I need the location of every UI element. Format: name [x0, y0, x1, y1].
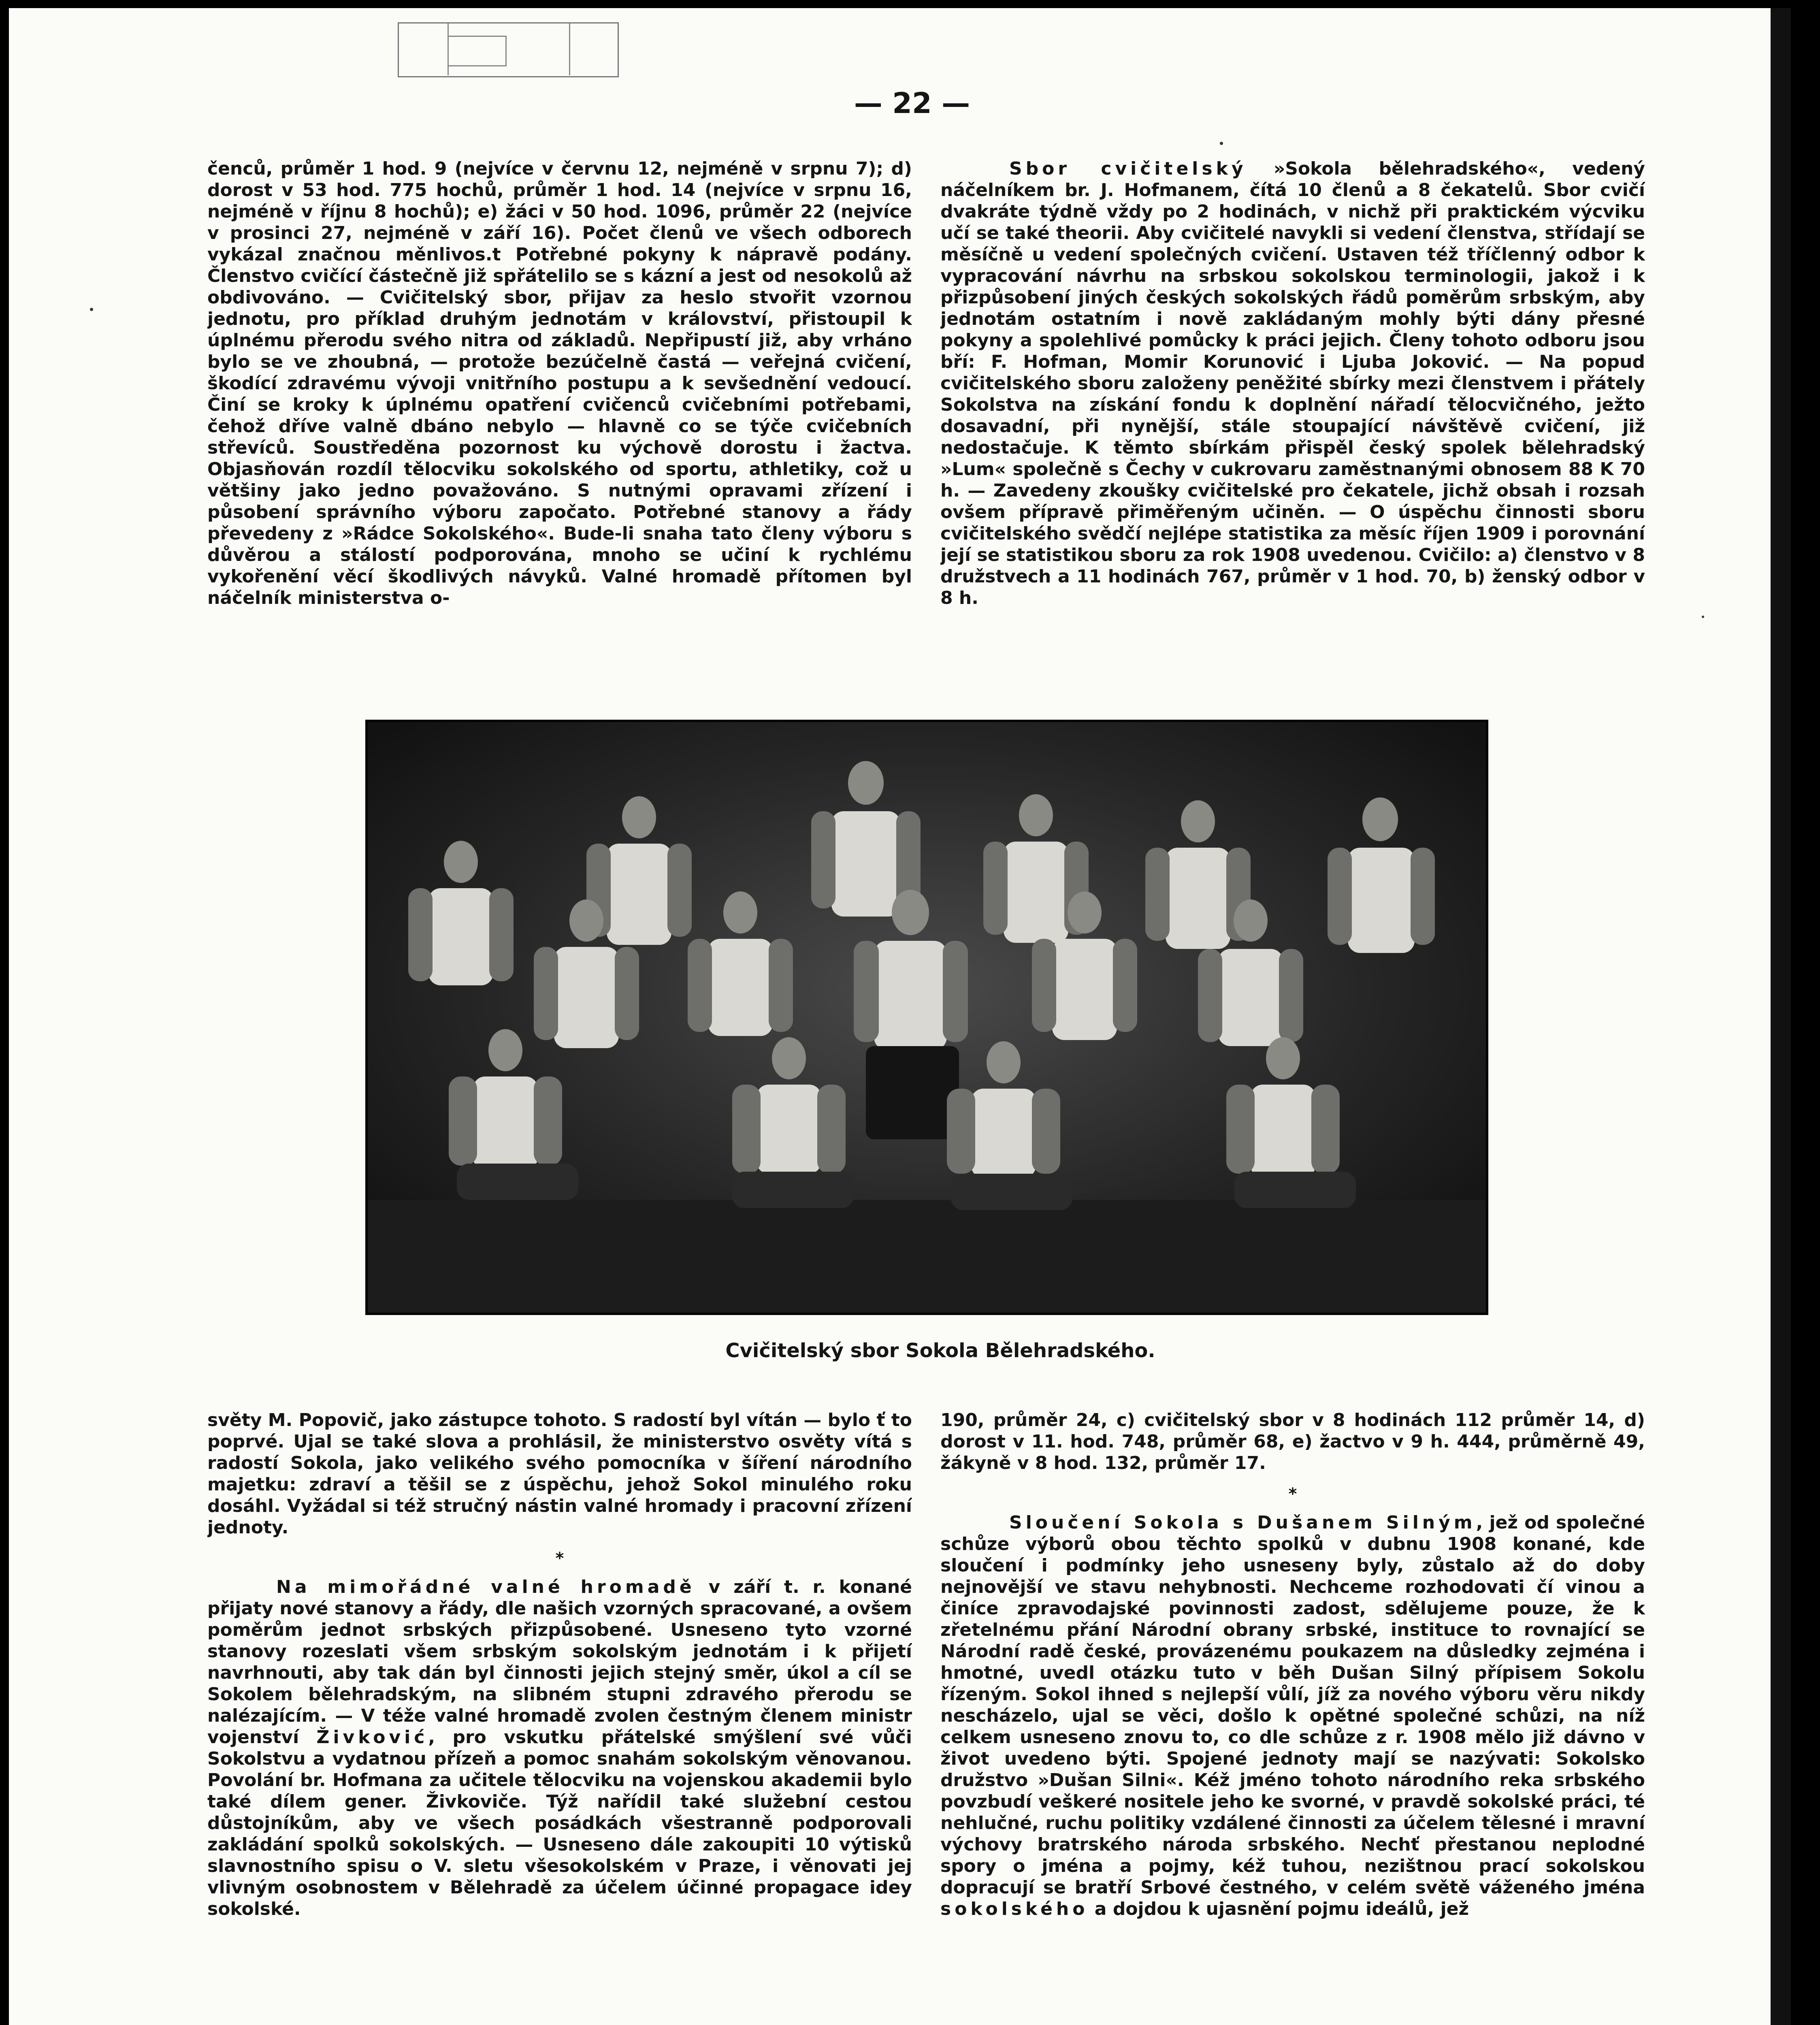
page-number: — 22 — — [854, 87, 970, 120]
photo-floor — [368, 1200, 1486, 1313]
stamp-cell — [399, 23, 449, 75]
emphasized-word: sokolského — [940, 1899, 1089, 1919]
scan-speck — [90, 308, 93, 311]
person-name: Živković — [316, 1727, 428, 1748]
section-lead: Na mimořádné valné hromadě — [276, 1577, 695, 1597]
paragraph: 190, průměr 24, c) cvičitelský sbor v 8 hodinách 112 průměr 14, d) dorost v 11. hod. 748, průměr 68, e) žactvo v 9 h. 444, průměrně 49, žákyně v 8 hod. 132, průměr 17. — [940, 1410, 1645, 1473]
scan-speck — [1220, 142, 1223, 145]
paragraph-text: , pro vskutku přátelské smýšlení své vůči Sokolstvu a vydatnou přízeň a pomoc snahám sokolským věnovanou. Povolání br. Hofmana za učitele tělocviku na vojenskou akademii bylo také dílem gener. Živkoviče. Týž nařídil také služební cestou důstojníkům, aby ve všech posádkách všestranně podporovali zakládání spolků sokolských. — Usneseno dále zakoupiti 10 výtisků slavnostního spisu o V. sletu všesokolském v Praze, i věnovati jej vlivným osobnostem v Bělehradě za účelem účinné propagace idey sokolské. — [207, 1727, 912, 1919]
section-lead: Sloučení Sokola s Dušanem Silným — [1009, 1512, 1476, 1533]
paragraph: světy M. Popovič, jako zástupce tohoto. S radostí byl vítán — bylo ť to poprvé. Ujal se také slova a prohlásil, že ministerstvo osvěty vítá s radostí Sokola, jako velikého svého pomocníka v šíření národního majetku: zdraví a těšil se z úspěchu, jehož Sokol minulého roku dosáhl. Vyžádal si též stručný nástin valné hromady i pracovní zřízení jednoty. — [207, 1410, 912, 1538]
paragraph — [940, 1512, 1645, 1920]
stamp-cell — [569, 23, 615, 75]
column-bottom-right — [940, 1409, 1645, 2025]
photo-caption: Cvičitelský sbor Sokola Bělehradského. — [725, 1339, 1155, 1362]
document-page — [9, 8, 1791, 2025]
column-top-right — [940, 158, 1645, 697]
column-top-left — [207, 158, 912, 697]
paragraph — [940, 158, 1645, 609]
paragraph — [207, 1576, 912, 1920]
section-lead: Sbor cvičitelský — [1009, 158, 1247, 179]
section-separator: * — [1288, 1485, 1297, 1503]
column-bottom-left — [207, 1409, 912, 2025]
section-separator: * — [555, 1549, 564, 1568]
archive-stamp — [398, 22, 619, 77]
stamp-cell — [448, 36, 507, 66]
paragraph: čenců, průměr 1 hod. 9 (nejvíce v červnu 12, nejméně v srpnu 7); d) dorost v 53 hod. 775 hochů, průměr 1 hod. 14 (nejvíce v srpnu 16, nejméně v říjnu 8 hochů); e) žáci v 50 hod. 1096, průměr 22 (nejvíce v prosinci 27, nejméně v září 16). Počet členů ve všech odborech vykázal značnou měnlivos.t Potřebné pokyny k nápravě podány. Členstvo cvičící částečně již spřátelilo se s kázní a jest od nesokolů až obdivováno. — Cvičitelský sbor, přijav za heslo stvořit vzornou jednotu, pro příklad druhým jednotám v království, přistoupil k úplnému přerodu svého nitra od základů. Nepřipustí již, aby vrháno bylo se ve zhoubná, — protože bezúčelně častá — veřejná cvičení, škodící zdravému vývoji vnitřního postupu a k sevšednění vedoucí. Činí se kroky k úplnému opatření cvičenců cvičebními potřebami, čehož dříve valně dbáno nebylo — hlavně co se týče cvičebních střevíců. Soustředěna pozornost ku výchově dorostu i žactva. Objasňován rozdíl tělocviku sokolského od sportu, athletiky, což u většiny jako jedno považováno. S nutnými opravami zřízení i působení správního výboru započato. Potřebné stanovy a řády převedeny z »Rádce Sokolského«. Bude-li snaha tato členy výboru s důvěrou a stálostí podporována, mnoho se učiní k rychlému vykořenění věcí škodlivých návyků. Valné hromadě přítomen byl náčelník ministerstva o- — [207, 158, 912, 608]
paragraph-text: »Sokola bělehradského«, vedený náčelníkem br. J. Hofmanem, čítá 10 členů a 8 čekatelů. Sbor cvičí dvakráte týdně vždy po 2 hodinách, v nichž při praktickém výcviku učí se také theorii. Aby cvičitelé navykli si vedení členstva, střídají se měsíčně u vedení společných cvičení. Ustaven též tříčlenný odbor k vypracování návrhu na srbskou sokolskou terminologii, jakož i k přizpůsobení jiných českých sokolských řádů poměrům srbským, aby jednotám ostatním i nově zakládaným mohly býti dány přesné pokyny a spolehlivé pomůcky k práci jejich. Členy tohoto odboru jsou bří: F. Hofman, Momir Korunović i Ljuba Joković. — Na popud cvičitelského sboru založeny peněžité sbírky mezi členstvem i přátely Sokolstva na získání fondu k doplnění nářadí tělocvičného, ježto dosavadní, při nynější, stále stoupající návštěvě cvičení, již nedostačuje. K těmto sbírkám přispěl český spolek bělehradský »Lum« společně s Čechy v cukrovaru zaměstnanými obnosem 88 K 70 h. — Zavedeny zkoušky cvičitelské pro čekatele, jichž obsah i rozsah ovšem přípravě přiměřeným učiněn. — O úspěchu činnosti sboru cvičitelského svědčí nejlépe statistika za měsíc říjen 1909 i porovnání její se statistikou sboru za rok 1908 uvedenou. Cvičilo: a) členstvo v 8 družstvech a 11 hodinách 767, průměr v 1 hod. 70, b) ženský odbor v 8 h. — [940, 158, 1645, 608]
group-photograph — [365, 720, 1488, 1315]
paragraph-text: v září t. r. konané přijaty nové stanovy a řády, dle našich vzorných spracované, a ovšem poměrům jednot srbských přizpůsobené. Usneseno tyto vzorné stanovy rozeslati všem srbským sokolským jednotám i k přijetí navrhnouti, aby tak dán byl činnosti jejich stejný směr, úkol a cíl se Sokolem bělehradským, na slibném stupni zdravého přerodu se nalézajícím. — V téže valné hromadě zvolen čestným členem ministr vojenství — [207, 1577, 912, 1748]
scan-speck — [1702, 616, 1704, 618]
photograph-image — [368, 722, 1486, 1313]
paragraph-text: a dojdou k ujasnění pojmu ideálů, jež — [1088, 1899, 1469, 1919]
paragraph-text: , jež od společné schůze výborů obou těchto spolků v dubnu 1908 konané, kde sloučení i podmínky jeho usneseny byly, zůstalo až do doby nejnovější ve stavu nehybnosti. Nechceme rozhodovati čí vinou a činíce zpravodajské povinnosti zadost, sdělujeme pouze, že k zřetelnému přání Národní obrany srbské, instituce to rovnající se Národní radě české, provázenému poukazem na důsledky zejména i hmotné, uvedl otázku tuto v běh Dušan Silný přípisem Sokolu řízeným. Sokol ihned s nejlepší vůlí, jíž za nového výboru věru nikdy nescházelo, ujal se věci, došlo k opětné společné schůzi, na níž celkem usneseno znovu to, co dle schůze z r. 1908 mělo již dávno v život uvedeno býti. Spojené jednoty mají se nazývati: Sokolsko družstvo »Dušan Silni«. Kéž jméno tohoto národního reka srbského povzbudí veškeré nositele jeho ke svorné, v pravdě sokolské práci, té nehlučné, ruchu politiky vzdálené činnosti za účelem tělesné i mravní výchovy bratrského národa srbského. Nechť přestanou neplodné spory o jména a pojmy, kéž tuhou, nezištnou prací sokolskou dopracují se bratří Srbové čestného, v celém světě váženého jména — [940, 1512, 1645, 1898]
